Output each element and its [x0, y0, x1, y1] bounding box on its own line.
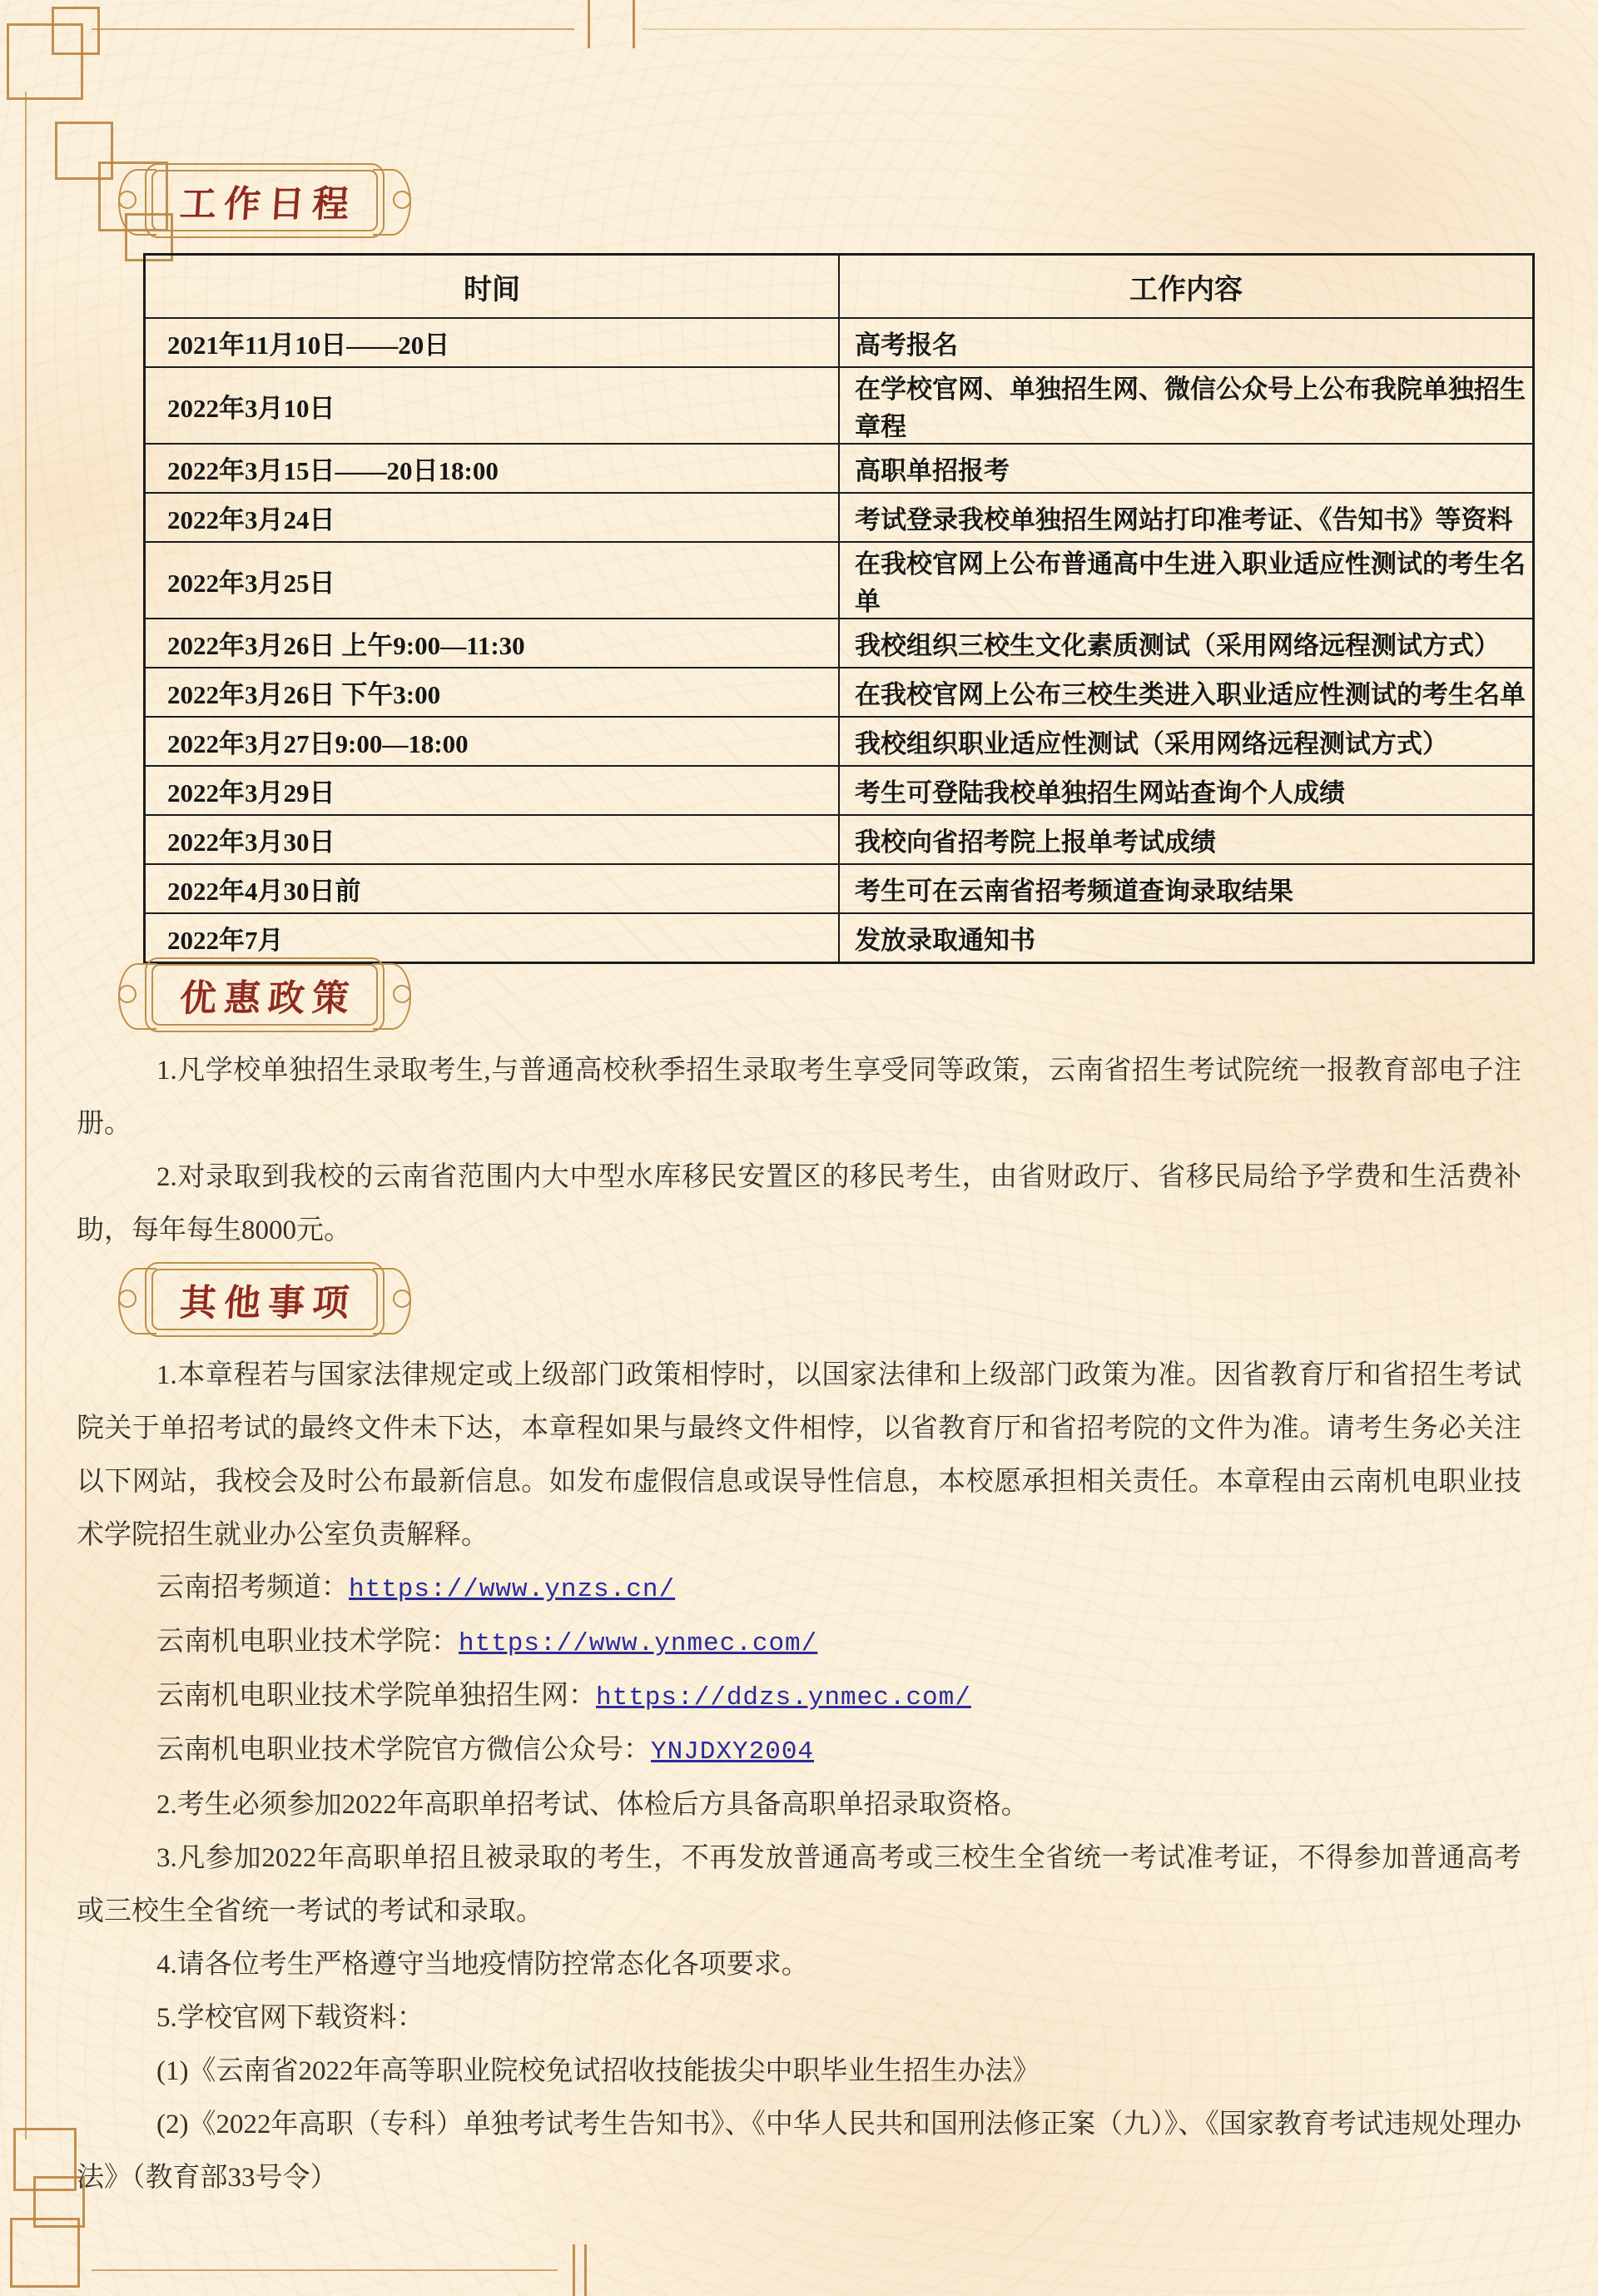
task-cell: 在学校官网、单独招生网、微信公众号上公布我院单独招生章程 — [839, 367, 1534, 444]
other-text — [77, 1349, 1521, 2204]
other-item-2: 2.考生必须参加2022年高职单招考试、体检后方具备高职单招录取资格。 — [156, 1790, 1029, 1820]
link-label: 云南机电职业技术学院官方微信公众号： — [156, 1735, 651, 1765]
frame-line-left — [25, 92, 27, 2139]
col-header-task: 工作内容 — [839, 255, 1534, 319]
other-intro-paragraph: 1.本章程若与国家法律规定或上级部门政策相悖时，以国家法律和上级部门政策为准。因省教育厅和省招生考试院关于单招考试的最终文件未下达，本章程如果与最终文件相悖，以省教育厅和省招考院的文件为准。请考生务必关注以下网站，我校会及时公布最新信息。如发布虚假信息或误导性信息，本校愿承担相关责任。本章程由云南机电职业技术学院招生就业办公室负责解释。 — [77, 1360, 1521, 1550]
time-cell: 2022年3月25日 — [145, 542, 840, 619]
link-label: 云南招考频道： — [156, 1573, 349, 1603]
table-row — [145, 864, 1534, 913]
frame-tick-top-1 — [588, 0, 590, 48]
time-cell: 2022年3月10日 — [145, 367, 840, 444]
other-item-4: 4.请各位考生严格遵守当地疫情防控常态化各项要求。 — [156, 1950, 809, 1980]
task-cell: 我校组织职业适应性测试（采用网络远程测试方式） — [839, 717, 1534, 766]
time-cell: 2022年3月26日 下午3:00 — [145, 668, 840, 717]
table-row — [145, 367, 1534, 444]
other-item-5-1: (1)《云南省2022年高等职业院校免试招收技能拔尖中职毕业生招生办法》 — [156, 2056, 1040, 2086]
task-cell: 在我校官网上公布三校生类进入职业适应性测试的考生名单 — [839, 668, 1534, 717]
time-cell: 2022年3月26日 上午9:00—11:30 — [145, 619, 840, 668]
section-banner-policy — [123, 954, 406, 1036]
other-item-5: 5.学校官网下载资料： — [156, 2003, 424, 2033]
table-row — [145, 318, 1534, 367]
table-header-row — [145, 255, 1534, 319]
policy-text — [77, 1044, 1521, 1257]
policy-paragraph-2: 2.对录取到我校的云南省范围内大中型水库移民安置区的移民考生，由省财政厅、省移民局给予学费和生活费补助，每年每生8000元。 — [77, 1162, 1521, 1245]
policy-paragraph-1: 1.凡学校单独招生录取考生,与普通高校秋季招生录取考生享受同等政策，云南省招生考试院统一报教育部电子注册。 — [77, 1056, 1521, 1139]
link-ynmec[interactable]: https://www.ynmec.com/ — [459, 1629, 818, 1658]
section-banner-schedule — [123, 160, 406, 241]
task-cell: 高考报名 — [839, 318, 1534, 367]
table-row — [145, 766, 1534, 815]
frame-line-bottom — [92, 2269, 558, 2271]
table-row — [145, 493, 1534, 542]
link-ynzs[interactable]: https://www.ynzs.cn/ — [349, 1575, 676, 1604]
table-row — [145, 815, 1534, 864]
col-header-time: 时间 — [145, 255, 840, 319]
time-cell: 2022年3月15日——20日18:00 — [145, 444, 840, 493]
frame-tick-bottom-1 — [573, 2244, 575, 2296]
other-item-5-2: (2)《2022年高职（专科）单独考试考生告知书》、《中华人民共和国刑法修正案（九）》、《国家教育考试违规处理办法》（教育部33号令） — [77, 2110, 1521, 2193]
link-wechat-account[interactable]: YNJDXY2004 — [651, 1737, 815, 1767]
time-cell: 2022年3月29日 — [145, 766, 840, 815]
section-title-other: 其他事项 — [178, 1283, 358, 1324]
task-cell: 考试登录我校单独招生网站打印准考证、《告知书》等资料 — [839, 493, 1534, 542]
table-row — [145, 717, 1534, 766]
other-item-3: 3.凡参加2022年高职单招且被录取的考生，不再发放普通高考或三校生全省统一考试准考证，不得参加普通高考或三校生全省统一考试的考试和录取。 — [77, 1843, 1521, 1926]
table-row — [145, 619, 1534, 668]
link-line-ynzs — [77, 1562, 1521, 1616]
link-line-wechat — [77, 1724, 1521, 1778]
link-label: 云南机电职业技术学院： — [156, 1627, 459, 1657]
time-cell: 2022年7月 — [145, 913, 840, 963]
task-cell: 高职单招报考 — [839, 444, 1534, 493]
time-cell: 2022年4月30日前 — [145, 864, 840, 913]
schedule-table — [143, 253, 1535, 964]
link-line-ynmec — [77, 1616, 1521, 1670]
time-cell: 2022年3月27日9:00—18:00 — [145, 717, 840, 766]
frame-line-top — [92, 28, 574, 30]
task-cell: 发放录取通知书 — [839, 913, 1534, 963]
task-cell: 我校向省招考院上报单考试成绩 — [839, 815, 1534, 864]
link-ddzs[interactable]: https://ddzs.ynmec.com/ — [596, 1683, 971, 1712]
task-cell: 在我校官网上公布普通高中生进入职业适应性测试的考生名单 — [839, 542, 1534, 619]
frame-line-top-right — [643, 28, 1525, 30]
time-cell: 2022年3月24日 — [145, 493, 840, 542]
section-title-schedule: 工作日程 — [178, 184, 358, 225]
task-cell: 考生可登陆我校单独招生网站查询个人成绩 — [839, 766, 1534, 815]
table-row — [145, 668, 1534, 717]
section-banner-other — [123, 1259, 406, 1340]
task-cell: 考生可在云南省招考频道查询录取结果 — [839, 864, 1534, 913]
frame-tick-bottom-2 — [584, 2244, 587, 2296]
time-cell: 2022年3月30日 — [145, 815, 840, 864]
time-cell: 2021年11月10日——20日 — [145, 318, 840, 367]
section-title-policy: 优惠政策 — [178, 978, 358, 1019]
task-cell: 我校组织三校生文化素质测试（采用网络远程测试方式） — [839, 619, 1534, 668]
link-line-ddzs — [77, 1670, 1521, 1724]
frame-tick-top-2 — [633, 0, 635, 48]
table-row — [145, 542, 1534, 619]
table-row — [145, 444, 1534, 493]
link-label: 云南机电职业技术学院单独招生网： — [156, 1681, 596, 1711]
